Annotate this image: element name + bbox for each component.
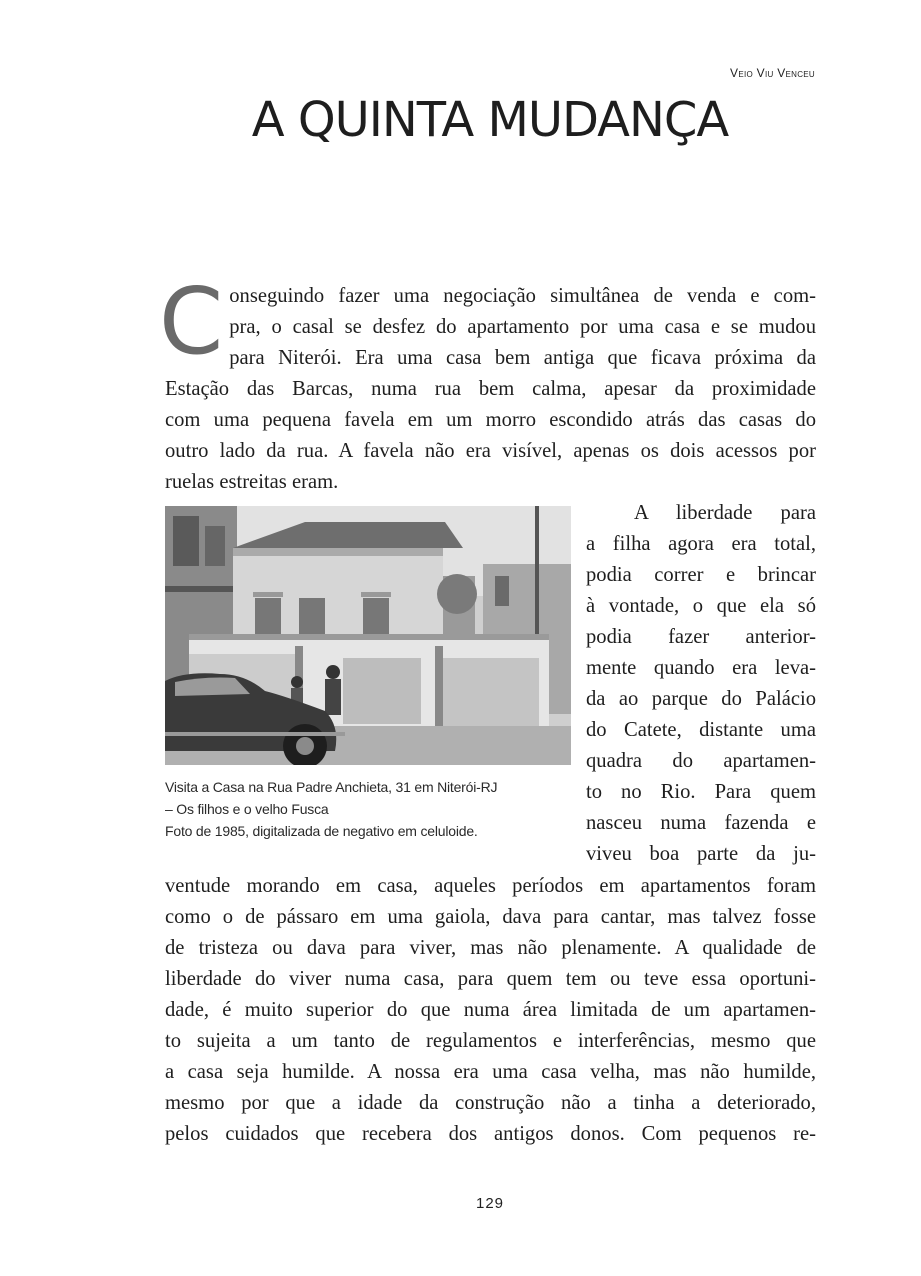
text-line: nasceu numa fazenda e: [586, 812, 816, 834]
text-line: pelos cuidados que recebera dos antigos donos. Com pequenos re-: [165, 1123, 816, 1145]
text-line: A liberdade para: [634, 502, 816, 524]
text-line: como o de pássaro em uma gaiola, dava para cantar, mas talvez fosse: [165, 906, 816, 928]
text-line: outro lado da rua. A favela não era visível, apenas os dois acessos por: [165, 440, 816, 462]
text-line: mesmo por que a idade da construção não a tinha a deteriorado,: [165, 1092, 816, 1114]
text-line: viveu boa parte da ju-: [586, 843, 816, 865]
text-line: onseguindo fazer uma negociação simultânea de venda e com-: [229, 285, 816, 307]
text-line: mente quando era leva-: [586, 657, 816, 679]
text-line: pra, o casal se desfez do apartamento por uma casa e se mudou: [229, 316, 816, 338]
text-line: to sujeita a um tanto de regulamentos e interferências, mesmo que: [165, 1030, 816, 1052]
house-photo-illustration: [165, 506, 571, 765]
page-number: 129: [475, 1195, 505, 1212]
text-line: do Catete, distante uma: [586, 719, 816, 741]
side-column-paragraph: [586, 498, 816, 870]
intro-paragraph: [159, 268, 816, 498]
text-line: à vontade, o que ela só: [586, 595, 816, 617]
text-line: ventude morando em casa, aqueles períodos em apartamentos foram: [165, 875, 816, 897]
text-line: ruelas estreitas eram.: [165, 471, 339, 493]
photo-caption: [165, 776, 575, 842]
running-head: Veio Viu Venceu: [730, 66, 815, 80]
caption-line: Foto de 1985, digitalizada de negativo em celuloide.: [165, 823, 478, 839]
text-line: podia correr e brincar: [586, 564, 816, 586]
text-line: para Niterói. Era uma casa bem antiga que ficava próxima da: [229, 347, 816, 369]
continuation-paragraph: [165, 871, 816, 1150]
caption-line: Visita a Casa na Rua Padre Anchieta, 31 em Niterói-RJ: [165, 779, 498, 795]
text-line: liberdade do viver numa casa, para quem tem ou teve essa oportuni-: [165, 968, 816, 990]
text-line: da ao parque do Palácio: [586, 688, 816, 710]
house-photo: [165, 506, 571, 765]
text-line: quadra do apartamen-: [586, 750, 816, 772]
text-line: de tristeza ou dava para viver, mas não plenamente. A qualidade de: [165, 937, 816, 959]
drop-cap: C: [159, 268, 224, 375]
text-line: a filha agora era total,: [586, 533, 816, 555]
text-line: com uma pequena favela em um morro escondido atrás das casas do: [165, 409, 816, 431]
text-line: podia fazer anterior-: [586, 626, 816, 648]
text-line: dade, é muito superior do que numa área limitada de um apartamen-: [165, 999, 816, 1021]
text-line: to no Rio. Para quem: [586, 781, 816, 803]
chapter-title: A QUINTA MUDANÇA: [251, 92, 729, 148]
text-line: Estação das Barcas, numa rua bem calma, apesar da proximidade: [165, 378, 816, 400]
text-line: a casa seja humilde. A nossa era uma casa velha, mas não humilde,: [165, 1061, 816, 1083]
caption-line: – Os filhos e o velho Fusca: [165, 801, 329, 817]
